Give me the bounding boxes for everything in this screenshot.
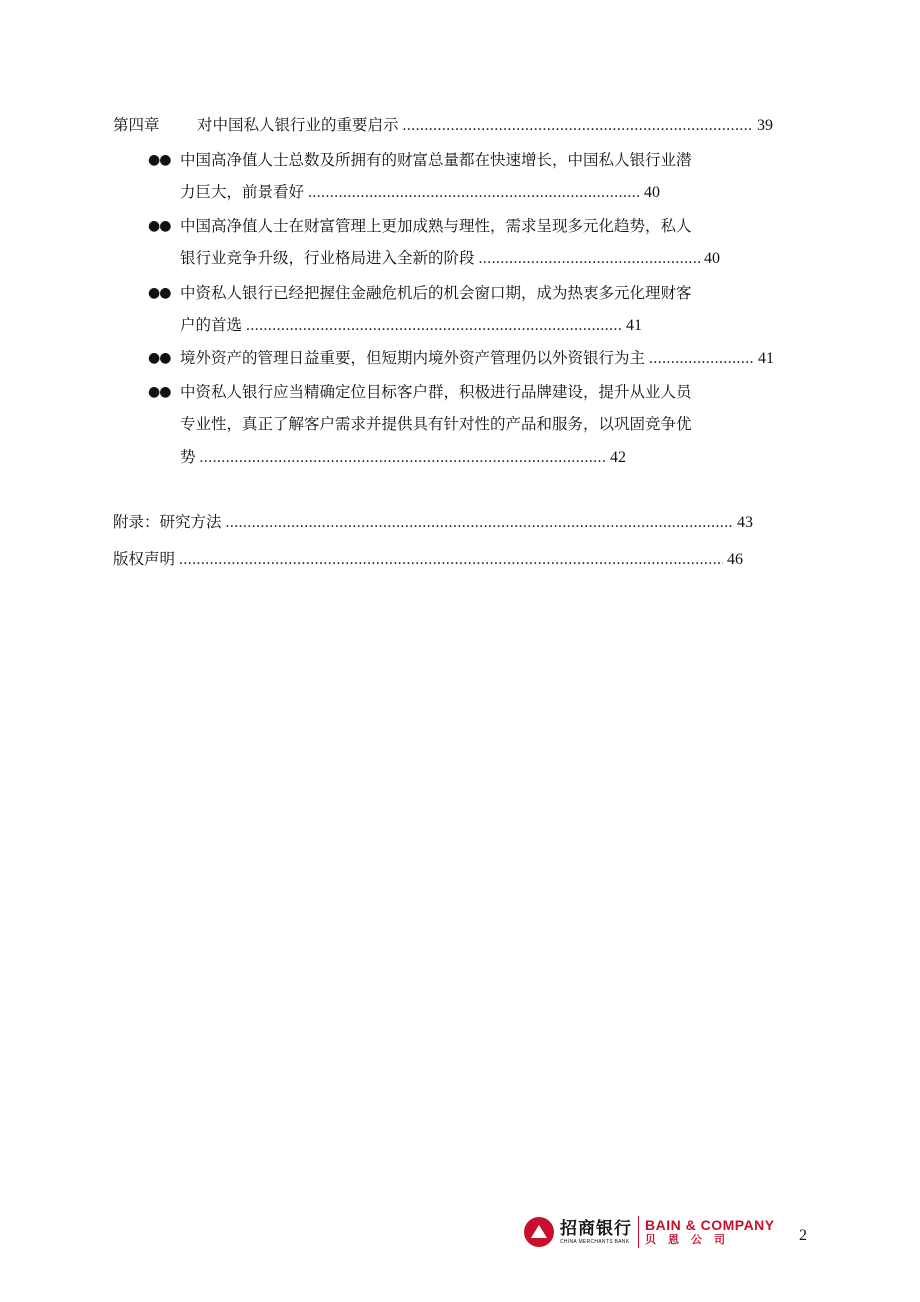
bullet-icon: ●● xyxy=(148,285,171,301)
cmb-name-en: CHINA MERCHANTS BANK xyxy=(560,1239,630,1245)
toc-page-number: 41 xyxy=(626,317,642,334)
toc-item-3-line-2: 户的首选 xyxy=(180,316,243,334)
chapter-title: 对中国私人银行业的重要启示 xyxy=(197,116,399,134)
toc-item-2[interactable] xyxy=(180,248,720,269)
bullet-icon: ●● xyxy=(148,384,171,400)
toc-leader xyxy=(649,349,754,369)
toc-item-1[interactable] xyxy=(180,182,660,203)
toc-leader xyxy=(226,513,733,533)
toc-page-number: 40 xyxy=(704,250,720,267)
logo-divider xyxy=(638,1216,639,1248)
toc-page-number: 43 xyxy=(737,514,753,531)
bain-name-cn: 贝恩公司 xyxy=(645,1233,737,1246)
toc-leader xyxy=(479,249,700,269)
toc-page-number: 41 xyxy=(758,350,774,367)
cmb-name-cn: 招商银行 xyxy=(560,1219,632,1239)
cmb-logo-text xyxy=(560,1219,632,1245)
toc-item-1-line-2: 力巨大，前景看好 xyxy=(180,183,305,201)
toc-appendix[interactable] xyxy=(113,512,753,533)
toc-leader xyxy=(246,316,622,336)
toc-item-4[interactable] xyxy=(180,348,774,369)
toc-chapter-4[interactable] xyxy=(113,115,773,136)
toc-page-number: 46 xyxy=(727,551,743,568)
appendix-title: 附录：研究方法 xyxy=(113,513,222,531)
toc-item-5-line-2[interactable]: 专业性，真正了解客户需求并提供具有针对性的产品和服务，以巩固竞争优 xyxy=(180,415,692,433)
bain-logo xyxy=(645,1217,775,1247)
toc-leader xyxy=(308,183,640,203)
toc-page-number: 39 xyxy=(757,117,773,134)
toc-item-5[interactable] xyxy=(180,447,626,468)
bullet-icon: ●● xyxy=(148,350,171,366)
toc-leader xyxy=(403,116,753,136)
toc-item-3-line-1[interactable]: 中资私人银行已经把握住金融危机后的机会窗口期，成为热衷多元化理财客 xyxy=(180,284,692,302)
bullet-icon: ●● xyxy=(148,152,171,168)
toc-item-3[interactable] xyxy=(180,315,642,336)
bain-name-en: BAIN & COMPANY xyxy=(645,1217,775,1233)
toc-item-2-line-2: 银行业竞争升级，行业格局进入全新的阶段 xyxy=(180,249,475,267)
toc-leader xyxy=(200,448,606,468)
toc-page-number: 40 xyxy=(644,184,660,201)
toc-item-2-line-1[interactable]: 中国高净值人士在财富管理上更加成熟与理性，需求呈现多元化趋势，私人 xyxy=(180,217,692,235)
footer-logos xyxy=(524,1212,775,1252)
cmb-logo-icon xyxy=(524,1217,554,1247)
toc-page-number: 42 xyxy=(610,449,626,466)
toc-item-4-line-1: 境外资产的管理日益重要，但短期内境外资产管理仍以外资银行为主 xyxy=(180,349,646,367)
toc-item-5-line-1[interactable]: 中资私人银行应当精确定位目标客户群，积极进行品牌建设，提升从业人员 xyxy=(180,383,692,401)
toc-leader xyxy=(179,550,723,570)
toc-item-5-line-3: 势 xyxy=(180,448,196,466)
toc-item-1-line-1[interactable]: 中国高净值人士总数及所拥有的财富总量都在快速增长，中国私人银行业潜 xyxy=(180,151,692,169)
chapter-number: 第四章 xyxy=(113,116,160,134)
copyright-title: 版权声明 xyxy=(113,550,176,568)
toc-copyright[interactable] xyxy=(113,549,743,570)
page-number: 2 xyxy=(799,1227,807,1244)
bullet-icon: ●● xyxy=(148,218,171,234)
